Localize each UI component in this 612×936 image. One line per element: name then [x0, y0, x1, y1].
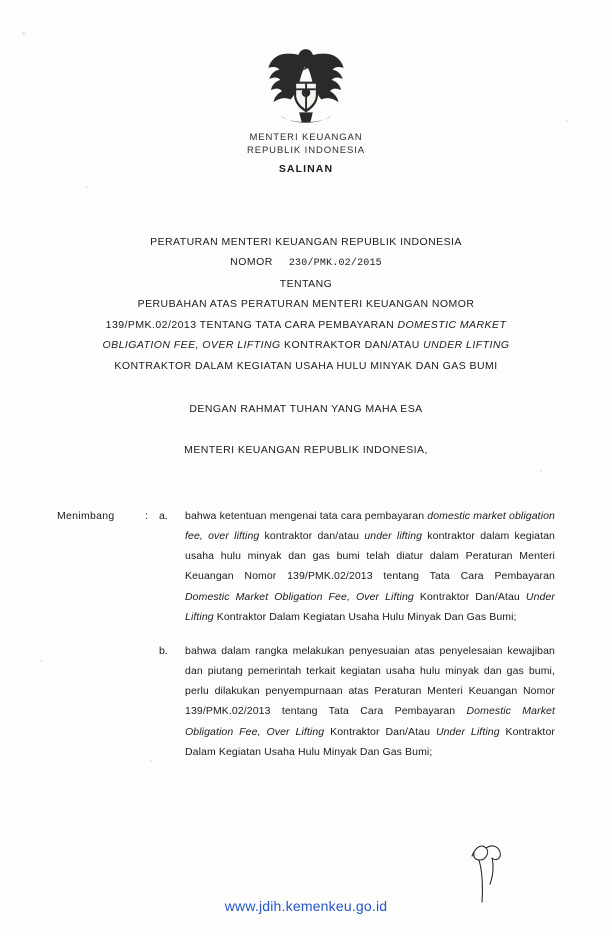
- considering-item-a: [57, 506, 555, 627]
- regulation-title-block: [68, 232, 544, 376]
- ministry-heading: [0, 132, 612, 158]
- ministry-line-2: REPUBLIK INDONESIA: [246, 144, 366, 156]
- regulation-number-line: [68, 252, 544, 274]
- subject-line-2-plain: 139/PMK.02/2013 TENTANG TATA CARA PEMBAYARAN: [105, 318, 398, 331]
- nomor-label: NOMOR: [230, 256, 273, 269]
- considering-colon: :: [145, 510, 148, 522]
- considering-text-b: bahwa dalam rangka melakukan penyesuaian atas penyelesaian kewajiban dan piutang pemerintah terkait kegiatan usaha hulu minyak dan gas bumi, perlu dilakukan penyempurnaan atas Peraturan Menteri Keuangan Nomor 139/PMK.02/2013 tentang Tata Cara Pembayaran Domestic Market Obligation Fee, Over Lifting Kontraktor Dan/Atau Under Lifting Kontraktor Dalam Kegiatan Usaha Hulu Minyak Dan Gas Bumi;: [185, 644, 555, 758]
- considering-item-b: [57, 641, 555, 762]
- title-line-1: PERATURAN MENTERI KEUANGAN REPUBLIK INDONESIA: [150, 236, 462, 248]
- subject-line-3: [68, 335, 544, 355]
- subject-line-3-italic-1: OBLIGATION FEE, OVER LIFTING: [102, 339, 281, 352]
- garuda-emblem-icon: [263, 44, 349, 126]
- tentang-label: TENTANG: [279, 277, 333, 290]
- copy-marker: SALINAN: [278, 163, 334, 175]
- considering-section: [57, 506, 555, 762]
- subject-line-2: [68, 315, 544, 335]
- authority-line: MENTERI KEUANGAN REPUBLIK INDONESIA,: [184, 443, 428, 456]
- emblem-container: [0, 44, 612, 131]
- ministry-line-1: MENTERI KEUANGAN: [249, 132, 363, 143]
- preamble-block: [68, 400, 544, 461]
- subject-line-3-plain: KONTRAKTOR DAN/ATAU: [280, 339, 424, 352]
- considering-label: Menimbang: [57, 510, 115, 522]
- considering-marker-a: a.: [159, 510, 168, 522]
- subject-line-2-italic: DOMESTIC MARKET: [397, 318, 507, 331]
- considering-text-a: bahwa ketentuan mengenai tata cara pembayaran domestic market obligation fee, over lifting kontraktor dan/atau under lifting kontraktor dalam kegiatan usaha hulu minyak dan gas bumi telah diatur dalam Peraturan Menteri Keuangan Nomor 139/PMK.02/2013 tentang Tata Cara Pembayaran Domestic Market Obligation Fee, Over Lifting Kontraktor Dan/Atau Under Lifting Kontraktor Dalam Kegiatan Usaha Hulu Minyak Dan Gas Bumi;: [185, 510, 556, 623]
- nomor-value: 230/PMK.02/2015: [288, 258, 382, 270]
- subject-line-3-italic-2: UNDER LIFTING: [423, 339, 510, 352]
- subject-line-4: KONTRAKTOR DALAM KEGIATAN USAHA HULU MINYAK DAN GAS BUMI: [114, 359, 498, 372]
- handwritten-paraph: [466, 840, 510, 904]
- footer-url[interactable]: www.jdih.kemenkeu.go.id: [224, 898, 388, 914]
- considering-marker-b: b.: [159, 644, 168, 657]
- subject-line-1: PERUBAHAN ATAS PERATURAN MENTERI KEUANGAN NOMOR: [137, 298, 475, 311]
- blessing-line: DENGAN RAHMAT TUHAN YANG MAHA ESA: [189, 403, 423, 415]
